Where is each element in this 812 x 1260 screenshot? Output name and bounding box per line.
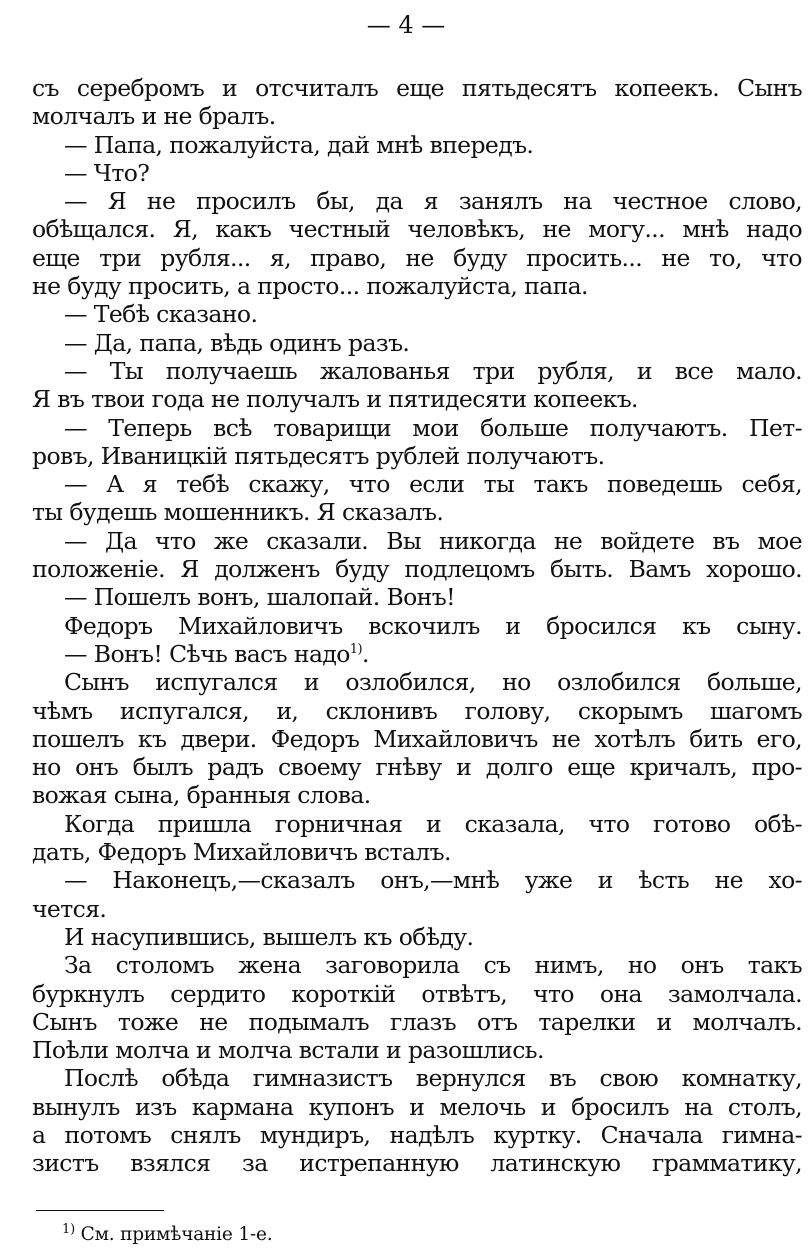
text-line bbox=[32, 980, 802, 1008]
text-line bbox=[32, 895, 802, 923]
text-line-content: И насупившись, вышелъ къ обѣду. bbox=[64, 922, 474, 951]
text-line bbox=[32, 527, 802, 555]
text-line-content: вожая сына, бранныя слова. bbox=[32, 781, 371, 810]
text-line bbox=[32, 1121, 802, 1149]
text-line-content: Федоръ Михайловичъ вскочилъ и бросился къ сыну. bbox=[64, 611, 802, 640]
text-line bbox=[32, 244, 802, 272]
text-line-content: еще три рубля... я, право, не буду просить... не то, что bbox=[32, 243, 802, 272]
footnote-text: См. примѣчаніе 1-е. bbox=[80, 1224, 273, 1245]
text-line: — Вонъ! Сѣчь васъ надо$^{1)}$. bbox=[64, 639, 369, 668]
text-line bbox=[32, 159, 802, 187]
text-line-content: — Что? bbox=[64, 158, 150, 187]
text-line-content: вынулъ изъ кармана купонъ и мелочь и бросилъ на столъ, bbox=[32, 1092, 802, 1121]
text-line-content: ровъ, Иваницкій пятьдесятъ рублей получаютъ. bbox=[32, 441, 605, 470]
text-line bbox=[32, 583, 802, 611]
text-line-content: Послѣ обѣда гимназистъ вернулся въ свою комнатку, bbox=[64, 1064, 802, 1093]
text-line-content: съ серебромъ и отсчиталъ еще пятьдесятъ копеекъ. Сынъ bbox=[32, 74, 802, 102]
text-line-content: не буду просить, а просто... пожалуйста, папа. bbox=[32, 272, 588, 301]
text-line bbox=[32, 1093, 802, 1121]
text-line-content: — Папа, пожалуйста, дай мнѣ впередъ. bbox=[64, 130, 534, 159]
text-line-content: положеніе. Я долженъ буду подлецомъ быть. Вамъ хорошо. bbox=[32, 555, 802, 584]
text-line-content: пошелъ къ двери. Федоръ Михайловичъ не хотѣлъ бить его, bbox=[32, 724, 802, 753]
text-line bbox=[32, 357, 802, 385]
body-text bbox=[32, 74, 802, 1178]
text-line bbox=[32, 498, 802, 526]
footnote-reference: 1) bbox=[349, 642, 362, 658]
text-line bbox=[32, 442, 802, 470]
text-line bbox=[32, 187, 802, 215]
text-line-content: молчалъ и не бралъ. bbox=[32, 102, 276, 131]
text-line bbox=[32, 781, 802, 809]
text-line bbox=[32, 555, 802, 583]
text-line-content: обѣщался. Я, какъ честный человѣкъ, не могу... мнѣ надо bbox=[32, 215, 802, 244]
text-line-content: чется. bbox=[32, 894, 107, 923]
text-line bbox=[32, 1064, 802, 1092]
text-line-content: За столомъ жена заговорила съ нимъ, но онъ такъ bbox=[64, 951, 802, 980]
text-line bbox=[32, 951, 802, 979]
text-line bbox=[32, 810, 802, 838]
text-line bbox=[32, 272, 802, 300]
text-line bbox=[32, 470, 802, 498]
text-line bbox=[32, 131, 802, 159]
text-line-content: буркнулъ сердито короткій отвѣтъ, что она замолчала. bbox=[32, 979, 802, 1008]
text-line-content: ты будешь мошенникъ. Я сказалъ. bbox=[32, 498, 444, 527]
text-line bbox=[32, 838, 802, 866]
footnote-marker: 1) bbox=[62, 1221, 75, 1237]
text-line bbox=[32, 1036, 802, 1064]
text-line bbox=[32, 215, 802, 243]
text-line bbox=[32, 102, 802, 130]
text-line-content: — Ты получаешь жалованья три рубля, и все мало. bbox=[64, 356, 802, 385]
text-line-content: — Да, папа, вѣдь одинъ разъ. bbox=[64, 328, 410, 357]
text-line-content: зистъ взялся за истрепанную латинскую грамматику, bbox=[32, 1149, 802, 1178]
text-line bbox=[32, 414, 802, 442]
page-number: — 4 — bbox=[366, 11, 446, 39]
text-line bbox=[32, 668, 802, 696]
text-line-content: — Я не просилъ бы, да я занялъ на честное слово, bbox=[64, 187, 802, 216]
text-line bbox=[32, 329, 802, 357]
text-line-content: Сынъ тоже не подымалъ глазъ отъ тарелки и молчалъ. bbox=[32, 1007, 802, 1036]
text-line bbox=[32, 1149, 802, 1177]
text-line bbox=[32, 74, 802, 102]
text-line-content: — Теперь всѣ товарищи мои больше получаютъ. Пет- bbox=[64, 413, 802, 442]
text-line-content: — Пошелъ вонъ, шалопай. Вонъ! bbox=[64, 583, 455, 612]
text-line bbox=[32, 1008, 802, 1036]
text-line-content: но онъ былъ радъ своему гнѣву и долго еще кричалъ, про- bbox=[32, 753, 802, 782]
text-line bbox=[32, 385, 802, 413]
text-line bbox=[32, 866, 802, 894]
text-line-content: Сынъ испугался и озлобился, но озлобился больше, bbox=[64, 668, 802, 697]
text-line-content: Когда пришла горничная и сказала, что готово обѣ- bbox=[64, 809, 802, 838]
text-line-content: — Вонъ! Сѣчь васъ надо bbox=[64, 639, 350, 668]
footnote bbox=[62, 1223, 272, 1247]
footnote-separator bbox=[36, 1210, 164, 1211]
text-line bbox=[32, 697, 802, 725]
text-line-content: чѣмъ испугался, и, склонивъ голову, скорымъ шагомъ bbox=[32, 696, 802, 725]
text-line-content: — Тебѣ сказано. bbox=[64, 300, 258, 329]
text-line-content: Я въ твои года не получалъ и пятидесяти копеекъ. bbox=[32, 385, 638, 414]
text-line-content: дать, Федоръ Михайловичъ всталъ. bbox=[32, 838, 451, 867]
text-line bbox=[32, 753, 802, 781]
text-line-content: — А я тебѣ скажу, что если ты такъ поведешь себя, bbox=[64, 470, 802, 499]
text-line bbox=[32, 725, 802, 753]
text-line-content: — Да что же сказали. Вы никогда не войдете въ мое bbox=[64, 526, 802, 555]
text-line bbox=[32, 923, 802, 951]
text-line-content: Поѣли молча и молча встали и разошлись. bbox=[32, 1036, 544, 1065]
text-line bbox=[32, 612, 802, 640]
text-line-content: — Наконецъ,—сказалъ онъ,—мнѣ уже и ѣсть не хо- bbox=[64, 866, 802, 895]
text-line-content: а потомъ снялъ мундиръ, надѣлъ куртку. Сначала гимна- bbox=[32, 1120, 802, 1149]
text-line bbox=[32, 300, 802, 328]
